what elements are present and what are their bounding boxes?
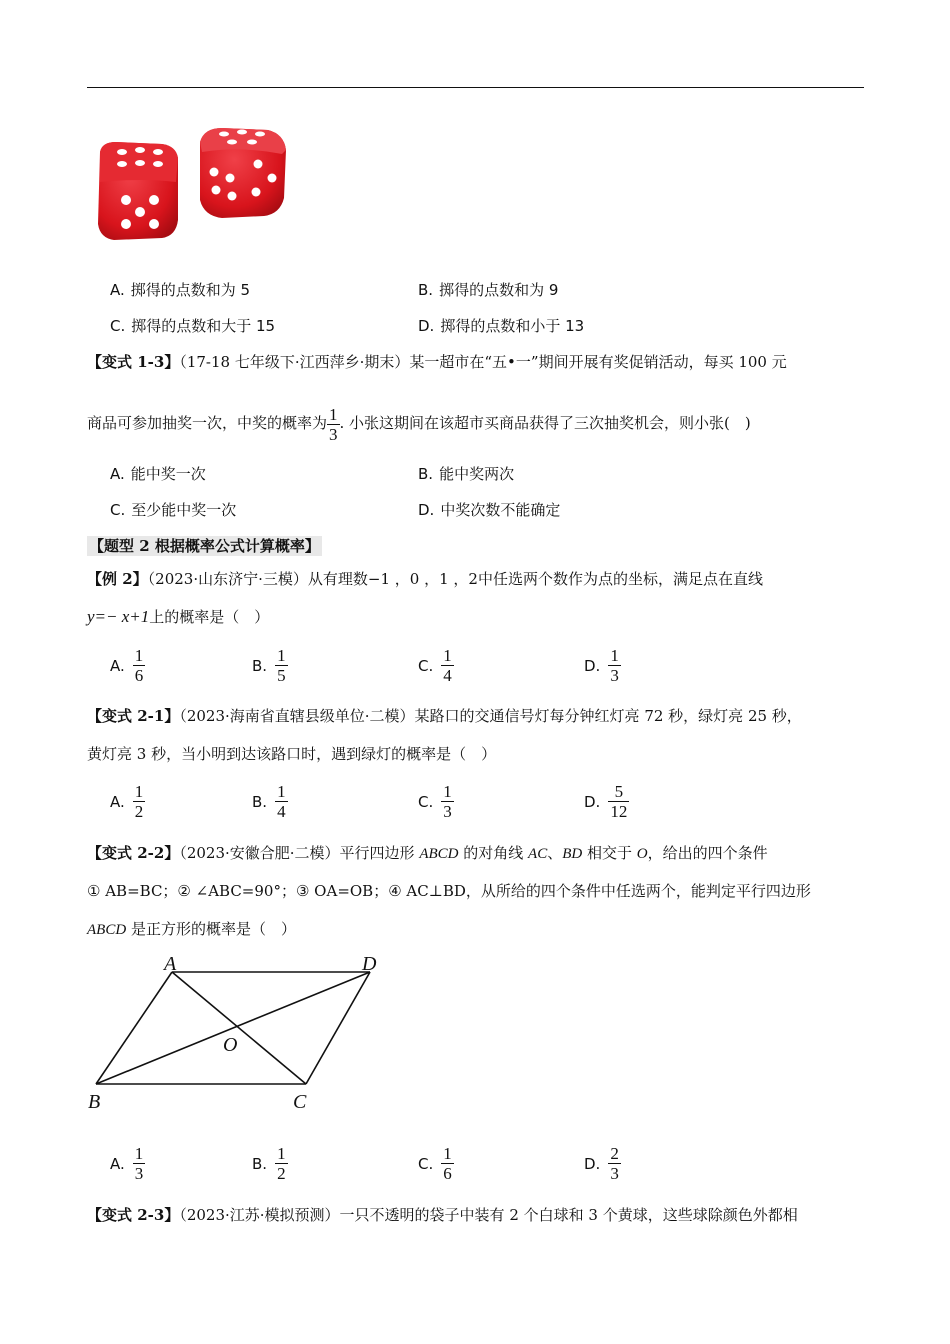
q1-option-c[interactable]: C. 掷得的点数和大于 15 (110, 317, 276, 335)
q13-line1: 【变式 1-3】（17-18 七年级下·江西萍乡·期末）某一超市在“五•一”期间开展有奖促销活动，每买 100 元 (87, 353, 787, 371)
q13-option-a[interactable]: A. 能中奖一次 (110, 465, 206, 483)
q1-option-a[interactable]: A. 掷得的点数和为 5 (110, 281, 251, 299)
q1-option-d[interactable]: D. 掷得的点数和小于 13 (418, 317, 585, 335)
diagonal-bd (96, 972, 370, 1084)
q23-source: （2023·江苏·模拟预测） (179, 1206, 340, 1224)
die-right (200, 128, 286, 218)
q1-option-b[interactable]: B. 掷得的点数和为 9 (418, 281, 559, 299)
parallelogram-diagram (84, 950, 394, 1116)
point-b-label: B (88, 1091, 101, 1113)
q22-option-d[interactable]: D. $\frac{2}{3}$ (584, 1144, 619, 1183)
q22-tag: 【变式 2-2】 (87, 844, 180, 862)
q21-line2: 黄灯亮 3 秒，当小明到达该路口时，遇到绿灯的概率是（ ） (87, 745, 497, 763)
q22-option-a[interactable]: A. $\frac{1}{3}$ (110, 1144, 144, 1183)
ex2-line1: 【例 2】（2023·山东济宁·三模）从有理数−1 ，0 ，1 ，2中任选两个数作为点的坐标，满足点在直线 (87, 570, 763, 588)
q13-option-b[interactable]: B. 能中奖两次 (418, 465, 515, 483)
q21-option-b[interactable]: B. $\frac{1}{4}$ (252, 782, 286, 821)
q23-line1: 【变式 2-3】（2023·江苏·模拟预测）一只不透明的袋子中装有 2 个白球和 3 个黄球，这些球除颜色外都相 (87, 1206, 798, 1224)
point-o-label: O (223, 1034, 238, 1056)
ex2-option-c[interactable]: C. $\frac{1}{4}$ (418, 646, 452, 685)
diagonal-ac (172, 972, 306, 1084)
q13-option-d[interactable]: D. 中奖次数不能确定 (418, 501, 561, 519)
q13-tag: 【变式 1-3】 (87, 353, 180, 371)
section2-heading: 【题型 2 根据概率公式计算概率】 (89, 537, 320, 555)
q13-source: （17-18 七年级下·江西萍乡·期末） (179, 353, 410, 371)
point-c-label: C (293, 1091, 307, 1113)
ex2-option-d[interactable]: D. $\frac{1}{3}$ (584, 646, 619, 685)
q21-tag: 【变式 2-1】 (87, 707, 180, 725)
q22-line2: ① AB=BC；② ∠ABC=90°；③ OA=OB；④ AC⊥BD，从所给的四个条件中任选两个，能判定平行四边形 (87, 882, 811, 900)
dice-image (92, 120, 292, 246)
ex2-source: （2023·山东济宁·三模） (147, 570, 308, 588)
header-rule (87, 87, 864, 88)
q13-line2: 商品可参加抽奖一次，中奖的概率为 $\frac{1}{3}$ . 小张这期间在该超市买商品获得了三次抽奖机会，则小张( ) (87, 404, 751, 444)
q21-option-c[interactable]: C. $\frac{1}{3}$ (418, 782, 452, 821)
die-left (98, 142, 178, 240)
ex2-option-a[interactable]: A. $\frac{1}{6}$ (110, 646, 144, 685)
ex2-tag: 【例 2】 (87, 570, 148, 588)
q13-option-c[interactable]: C. 至少能中奖一次 (110, 501, 237, 519)
q21-line1: 【变式 2-1】（2023·海南省直辖县级单位·二模）某路口的交通信号灯每分钟红灯亮 72 秒，绿灯亮 25 秒， (87, 707, 802, 725)
ex2-line2: y=− x+1上的概率是（ ） (87, 607, 270, 626)
q22-option-b[interactable]: B. $\frac{1}{2}$ (252, 1144, 286, 1183)
q22-line3: ABCD 是正方形的概率是（ ） (87, 920, 296, 938)
q22-line1: 【变式 2-2】（2023·安徽合肥·二模）平行四边形 ABCD 的对角线 AC、BD 相交于 O，给出的四个条件 (87, 844, 768, 862)
q22-source: （2023·安徽合肥·二模） (179, 844, 340, 862)
point-d-label: D (362, 953, 377, 975)
point-a-label: A (164, 953, 177, 975)
q21-option-d[interactable]: D. $\frac{5}{12}$ (584, 782, 628, 821)
ex2-option-b[interactable]: B. $\frac{1}{5}$ (252, 646, 286, 685)
q13-fraction: $\frac{1}{3}$ (329, 404, 338, 444)
q23-tag: 【变式 2-3】 (87, 1206, 180, 1224)
q21-option-a[interactable]: A. $\frac{1}{2}$ (110, 782, 144, 821)
ex2-equation: y=− x+1 (87, 607, 150, 626)
side-ba (96, 972, 172, 1084)
side-dc (306, 972, 370, 1084)
q21-source: （2023·海南省直辖县级单位·二模） (179, 707, 415, 725)
q22-option-c[interactable]: C. $\frac{1}{6}$ (418, 1144, 452, 1183)
